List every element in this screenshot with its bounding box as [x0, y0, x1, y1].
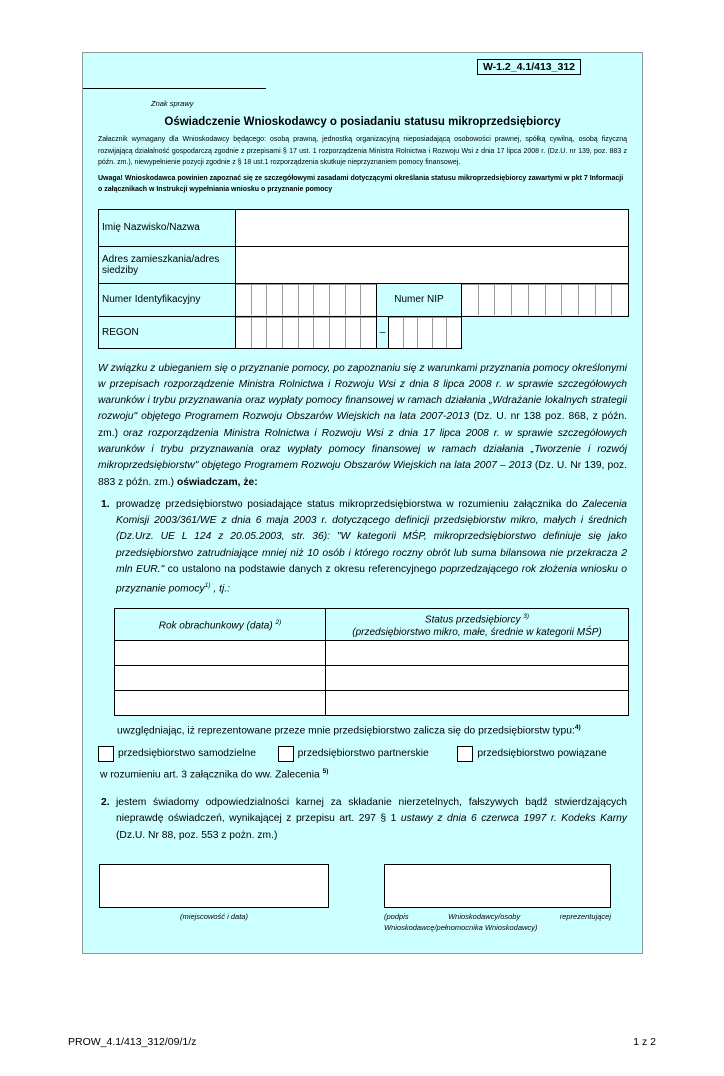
year-input[interactable] — [115, 666, 326, 691]
year-input[interactable] — [115, 691, 326, 716]
fiscal-year-header: Rok obrachunkowy (data) $^{2)}$ — [115, 609, 326, 641]
nip-input[interactable] — [462, 283, 629, 316]
case-number-label: Znak sprawy — [151, 99, 194, 108]
table-row — [115, 666, 629, 691]
status-input[interactable] — [326, 691, 629, 716]
warning-text: Uwaga! Wnioskodawca powinien zapoznać się ze szczegółowymi zasadami dotyczącymi określania statusu mikroprzedsiębiorcy zawartymi w pkt 7 Informacji o załącznikach w Instrukcji wypełniania wniosku o przyznanie pomocy — [98, 174, 624, 193]
empty-cell — [462, 316, 629, 348]
regon-label: REGON — [99, 316, 236, 348]
signature-caption: (podpis Wnioskodawcy/osoby reprezentującej Wnioskodawcę/pełnomocnika Wnioskodawcy) — [384, 911, 611, 932]
table-row — [115, 691, 629, 716]
status-input[interactable] — [326, 666, 629, 691]
regon-input-1[interactable] — [236, 316, 377, 348]
type-note: w rozumieniu art. 3 załącznika do ww. Zalecenia $^{5)}$ — [100, 767, 329, 780]
option-independent[interactable]: przedsiębiorstwo samodzielne — [98, 746, 268, 762]
regon-dash: – — [377, 316, 389, 348]
case-number-line[interactable] — [83, 88, 266, 89]
year-input[interactable] — [115, 641, 326, 666]
option-partner[interactable]: przedsiębiorstwo partnerskie — [278, 746, 448, 762]
id-number-label: Numer Identyfikacyjny — [99, 283, 236, 316]
nip-label: Numer NIP — [377, 283, 462, 316]
status-header: Status przedsiębiorcy $^{3)}$ (przedsiębiorstwo mikro, małe, średnie w kategorii MŚP) — [326, 609, 629, 641]
declaration-paragraph: W związku z ubieganiem się o przyznanie pomocy, po zapoznaniu się z warunkami przyznania pomocy określonymi w przepisach rozporządzenie Ministra Rolnictwa i Rozwoju Wsi z dnia 8 lipca 2008 r. w sprawie szczegółowych warunków i trybu przyznawania oraz wypłaty pomocy finansowej w ramach działania „Wdrażanie lokalnych strategii rozwoju" objętego Programem Rozwoju Obszarów Wiejskich na lata 2007-2013 (Dz. U. nr 138 poz. 868, z późn. zm.) oraz rozporządzenia Ministra Rolnictwa i Rozwoju Wsi z dnia 17 lipca 2008 r. w sprawie szczegółowych warunków i trybu przyznawania oraz wypłaty pomocy finansowej w ramach działania „Tworzenie i rozwój mikroprzedsiębiorstw" objętego Programem Rozwoju Obszarów Wiejskich na lata 2007 – 2013 (Dz. U. Nr 139, poz. 883 z późn. zm.) oświadczam, że: — [98, 362, 627, 488]
declaration-item-1: 1. prowadzę przedsiębiorstwo posiadające status mikroprzedsiębiorstwa w rozumieniu załącznika do Zalecenia Komisji 2003/361/WE z dnia 6 maja 2003 r. dotyczącego definicji przedsiębiorstw mikro, małych i średnich (Dz.Urz. UE L 124 z 20.05.2003, str. 36): "W kategorii MŚP, mikroprzedsiębiorstwo definiuje się jako przedsiębiorstwo zatrudniające mniej niż 10 osób i którego roczny obrót lub suma bilansowa nie przekracza 2 mln EUR." co ustalono na podstawie danych z okresu referencyjnego poprzedzającego rok złożenia wniosku o przyznanie pomocy$^{1)}$ , tj.: — [101, 498, 628, 595]
option-linked[interactable]: przedsiębiorstwo powiązane — [457, 746, 627, 762]
name-input[interactable] — [236, 209, 629, 246]
address-label: Adres zamieszkania/adres siedziby — [99, 246, 236, 283]
table-row — [115, 641, 629, 666]
status-input[interactable] — [326, 641, 629, 666]
form-title: Oświadczenie Wnioskodawcy o posiadaniu statusu mikroprzedsiębiorcy — [164, 116, 561, 128]
applicant-table — [98, 209, 629, 349]
place-date-caption: (miejscowość i data) — [180, 911, 248, 921]
type-text: uwzględniając, iż reprezentowane przeze mnie przedsiębiorstwo zalicza się do przedsiębiorstw typu:$^{4)}$ — [117, 724, 581, 737]
checkbox[interactable] — [278, 746, 294, 762]
checkbox[interactable] — [457, 746, 473, 762]
signature-row — [98, 864, 627, 933]
form-panel — [82, 52, 643, 954]
checkbox[interactable] — [98, 746, 114, 762]
type-options — [98, 746, 627, 762]
regon-input-2[interactable] — [389, 316, 462, 348]
footer-page-number: 1 z 2 — [633, 1035, 656, 1048]
intro-text: Załacznik wymagany dla Wnioskodawcy będącego: osobą prawną, jednostką organizacyjną nieposiadającą osobowości prawnej, spółką cywilną, osobą fizyczną rozwijającą działalność gospodarczą zgodnie z przepisami § 17 ust. 1 rozporządzenia Ministra Rolnictwa i Rozwoju Wsi z dnia 17 lipca 2008 r. (Dz.U. nr 139, poz. 883 z późn. zm.), niewypełnienie pozycji zgodnie z § 18 ust.1 rozporządzenia skutkuje nieprzyznaniem pomocy finansowej. — [98, 136, 627, 166]
id-number-input[interactable] — [236, 283, 377, 316]
declaration-item-2: 2. jestem świadomy odpowiedzialności karnej za składanie nierzetelnych, fałszywych bądź stwierdzających nieprawdę oświadczeń, wynikającej z przepisu art. 297 § 1 ustawy z dnia 6 czerwca 1997 r. Kodeks Karny (Dz.U. Nr 88, poz. 553 z pożn. zm.) — [101, 796, 627, 841]
place-date-box[interactable] — [99, 864, 329, 908]
footer-doc-id: PROW_4.1/413_312/09/1/z — [68, 1035, 197, 1048]
signature-box[interactable] — [384, 864, 611, 908]
address-input[interactable] — [236, 246, 629, 283]
status-table — [114, 608, 629, 716]
name-label: Imię Nazwisko/Nazwa — [99, 209, 236, 246]
form-code: W-1.2_4.1/413_312 — [477, 59, 581, 75]
